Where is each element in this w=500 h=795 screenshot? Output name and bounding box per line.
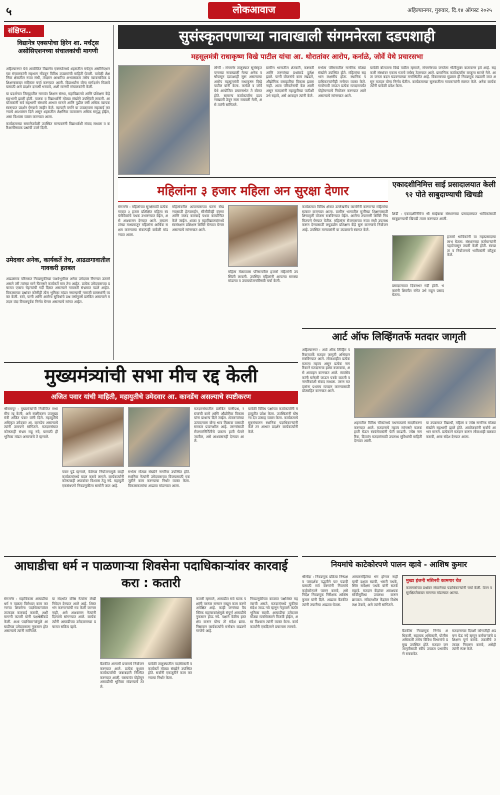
lead-bottom-rule bbox=[118, 177, 496, 178]
cm-body-3: सभेला मोठ्या संख्येने नागरिक उपस्थित होते. स्थानिक नेत्यांनी उमेदवाराच्या विजयासाठी एकजुटीने काम करण्याचा निर्धार व्यक्त केला. विकासकामांचा आढावा मांडण्यात आला. bbox=[128, 470, 190, 488]
shivsena-body-5: कतारी म्हणाले, आघाडीत सर्व घटक पक्षांनी परस्पर सन्मान राखून काम करणे अपेक्षित आहे. काही जणांच्या वैयक्तिक महत्त्वाकांक्षेमुळे संपूर्ण आघाडीचे नुकसान होऊ नये. पक्षाने वेळीच हस्तक्षेप करून योग्य तो संदेश द्यावा. निष्ठावान कार्यकर्त्यांचे मनोबल वाढवणे गरजेचे आहे. bbox=[196, 597, 246, 634]
safety-body-1: संगमनेर : महिलांच्या सुरक्षेसाठी प्रत्येक गावात ३ हजार प्रशिक्षित महिला स्वयंसेविकांचे पथक उभारण्यात येईल, असे आश्वासन देण्यात आले. बचतगटांच्या माध्यमातून महिलांना आर्थिक सक्षम करण्याचा संकल्पही यावेळी मांडण्यात आला. bbox=[118, 205, 168, 237]
safety-headline-band bbox=[118, 180, 388, 202]
rules-top-rule bbox=[302, 556, 496, 557]
rules-body-1: श्रीगोंदा : निवडणूक प्रक्रिया निष्पक्ष व पारदर्शक पद्धतीने पार पडावी यासाठी सर्व यंत्रणांनी नियमांचे काटेकोरपणे पालन करावे, असे निर्देश निवडणूक निरीक्षक आशिष कुमार यांनी दिले. आढावा बैठकीत त्यांनी तयारीचा आढावा घेतला. bbox=[302, 575, 348, 607]
ekadashi-photo bbox=[392, 235, 444, 281]
lead-headline: सुसंस्कृतपणाच्या नावाखाली संगमनेरला दडपशाही bbox=[179, 29, 435, 45]
cm-body-1: श्रीरामपूर : मुख्यमंत्र्यांची नियोजित सभा मीच रद्द केली, असे स्पष्टीकरण उपमुख्यमंत्री अजित पवार यांनी दिले. महायुतीचे अधिकृत उमेदवार आ. कानडेच असल्याचे त्यांनी ठामपणे सांगितले. मतदारसंघात कोणताही संभ्रम राहू नये, यासाठी ही भूमिका मांडत असल्याचे ते म्हणाले. bbox=[4, 407, 58, 439]
safety-body-3: महिला मेळाव्यास परिसरातील हजारो महिलांनी उपस्थिती लावली. उपस्थित महिलांनी आपल्या समस्या मांडल्या व उपाययोजनांविषयी चर्चा केली. bbox=[228, 270, 298, 284]
sidebar-item1-body: अहिल्यानगर येथे आयोजित विद्यानेत्र एक्सपोमध्ये शहरातील मर्चंट्स असोसिएशनच्या संचालकांनी सहभाग नोंदवून विविध उपक्रमांची माहिती घेतली. यावेळी शैक्षणिक क्षेत्रातील नव्या संधी, तंत्रज्ञान आधारित अभ्यासक्रम तसेच व्यावसायिक प्रशिक्षणाबाबत सविस्तर चर्चा करण्यात आली. विद्यार्थ्यांना योग्य मार्गदर्शन मिळावे यासाठी असे प्रदर्शन दरवर्षी भरवावे, अशी मागणी संचालकांनी केली. या प्रदर्शनात जिल्ह्यातील नामवंत शिक्षण संस्था, महाविद्यालये आणि प्रशिक्षण केंद्रे सहभागी झाली होती. पालक व विद्यार्थ्यांनी मोठ्या संख्येने उपस्थिती लावली. आयोजकांनी सर्व सहभागी संस्थांचे आभार मानले आणि पुढील वर्षी अधिक व्यापक स्वरूपात प्रदर्शन घेण्याचे जाहीर केले. व्यापारी वर्गाने या उपक्रमाला सहकार्य करण्याचे आश्वासन दिले असून शहरातील शैक्षणिक वातावरण अधिक समृद्ध होईल, असा विश्वास व्यक्त करण्यात आला. कार्यक्रमाच्या समारोपावेळी उपस्थित मान्यवरांनी विद्यार्थ्यांशी संवाद साधला व करिअरविषयक प्रश्नांची उत्तरे दिली. bbox=[6, 67, 110, 131]
cm-subheadline-band bbox=[4, 391, 298, 404]
cm-subheadline: अजित पवार यांची माहिती, महायुतीचे उमेदवार आ. कानडेंच असल्याचे स्पष्टीकरण bbox=[51, 393, 251, 401]
rules-box-body: कामगारांच्या प्रश्नांवर संघटनेच्या पदाधिकाऱ्यांनी चर्चा केली. वेतन व सुरक्षिततेबाबत मागण्या मांडण्यात आल्या. bbox=[406, 586, 492, 595]
cm-photo-1 bbox=[62, 407, 124, 467]
lead-body-2: ग्रामीण भागातील शेतकरी, कष्टकरी आणि तरुणांच्या प्रश्नांकडे दुर्लक्ष झाले. पाणी योजनांचे काम रखडले, औद्योगिक वसाहतीचा विकास झाला नाही. आता परिवर्तनाची वेळ आली असून मतदारांनी महायुतीच्या पाठीशी उभे राहावे, असे आवाहन त्यांनी केले. bbox=[266, 66, 314, 98]
shivsena-body-3: बैठकीत आगामी प्रचाराचे नियोजन करण्यात आले. प्रत्येक बूथवर कार्यकर्त्यांची जबाबदारी निश्चित करण्यात आली. घराघरांत पोहोचून आघाडीची भूमिका मांडण्याचे ठरले. bbox=[100, 662, 144, 689]
shivsena-headline: आघाडीचा धर्म न पाळणाऱ्या शिवसेना पदाधिकाऱ्यांवर कारवाई करा : कतारी bbox=[14, 559, 288, 590]
art-headline: आर्ट ऑफ लिव्हिंगतर्फे मतदार जागृती bbox=[332, 332, 466, 343]
lead-body-4: यावेळी बोलताना विखे पाटील म्हणाले, संगमनेरच्या जनतेला भीतीमुक्त वातावरण हवे आहे. सहकारी संस्थांवर एकाच गटाचे वर्चस्व ठेवण्यात आले. प्रामाणिक कार्यकर्त्यांना बाजूला सारले गेले. आता जनता बदल घडवण्याच्या मनःस्थितीत आहे. विकासाच्या मुद्यावर ही निवडणूक लढवली जात असून मतदार योग्य निर्णय घेतील. कार्यक्रमाच्या सुरुवातीला गावकऱ्यांनी स्वागत केले. अनेक कार्यकर्त्यांनी यावेळी प्रवेश केला. bbox=[370, 66, 496, 89]
shivsena-body-4: यावेळी तालुक्यातील पदाधिकारी व कार्यकर्ते मोठ्या संख्येने उपस्थित होते. सर्वांनी एकजुटीने काम करण्याचा निर्धार केला. bbox=[148, 662, 192, 680]
sidebar bbox=[4, 25, 114, 360]
lead-body-3: सभेला परिसरातील नागरिक मोठ्या संख्येने उपस्थित होते. महिलांचा सहभाग लक्षणीय होता. स्थानिक पदाधिकाऱ्यांनीही मनोगत व्यक्त केले. गावोगावी जाऊन प्रत्येक मतदारापर्यंत पोहोचण्याचे नियोजन करण्यात आले असल्याचे सांगण्यात आले. bbox=[318, 66, 366, 98]
sidebar-tag: संक्षिप्त.. bbox=[4, 25, 44, 37]
ekadashi-body-3: प्रसादालयात दिवसभर गर्दी होती. भक्तांनी शिस्तीत रांगेत उभे राहून प्रसाद घेतला. bbox=[392, 284, 444, 298]
cm-body-2: पवार पुढे म्हणाले, वेळेच्या नियोजनामुळे काही कार्यक्रमांमध्ये बदल करावे लागले. कार्यकर्त्यांनी कोणत्याही अफवांवर विश्वास ठेवू नये. महायुती एकसंधपणे निवडणुकीला सामोरी जात आहे. bbox=[62, 470, 124, 488]
masthead-title: लोकआवाज bbox=[232, 5, 276, 16]
lead-photo bbox=[118, 65, 210, 175]
lead-subheadline: महसूलमंत्री राधाकृष्ण विखे पाटील यांचा आ. थोरातांवर आरोप, कर्नाळे, जोर्वे येथे प्रचारसभा bbox=[191, 53, 423, 61]
shivsena-top-rule bbox=[4, 556, 298, 557]
cm-headline: मुख्यमंत्र्यांची सभा मीच रद्द केली bbox=[44, 366, 258, 387]
ekadashi-body-2: हजारो भाविकांनी या महाप्रसादाचा लाभ घेतला. संस्थानच्या कर्मचाऱ्यांनी पहाटेपासून तयारी केली होती. स्वच्छता व नियोजनाचे भाविकांनी कौतुक केले. bbox=[447, 235, 496, 258]
art-body-3: या उपक्रमात विद्यार्थी, महिला व ज्येष्ठ नागरिक मोठ्या संख्येने सहभागी झाले होते. आयोजकांनी सर्वांचे आभार मानले. प्रत्येकाने मतदान करून लोकशाही बळकट करावी, असा संदेश देण्यात आला. bbox=[426, 421, 496, 439]
cm-body-5: यावेळी विविध पक्षांच्या कार्यकर्त्यांनी महायुतीत प्रवेश केला. उपस्थितांनी घोषणा देत उत्साह व्यक्त केला. कार्यक्रमाचे सूत्रसंचालन स्थानिक पदाधिकाऱ्यांनी केले तर आभार प्रदर्शन कार्यकर्त्यांनी केले. bbox=[248, 407, 298, 434]
ekadashi-headline: एकादशीनिमित्त साई प्रसादालयात केली ९२ पोते साबुदाण्याची खिचडी bbox=[392, 180, 496, 199]
rules-body-3: बैठकीस निवडणूक निर्णय अधिकारी, सहायक अधिकारी, पोलीस अधिकारी तसेच विविध विभागांचे प्रमुख उपस्थित होते. मतदार जनजागृतीसाठी स्वीप उपक्रम प्रभावीपणे राबवावेत. bbox=[402, 629, 448, 656]
shivsena-body-2: या संदर्भात वरिष्ठ नेत्यांना लेखी निवेदन देण्यात आले आहे. शिस्तभंग करणाऱ्यांची गय केली जाणार नाही, असे आश्वासन नेत्यांनी दिल्याचे सांगण्यात आले. कार्यकर्त्यांनी आघाडीच्या उमेदवाराच्या प्रचारात सक्रिय व्हावे. bbox=[52, 597, 96, 629]
art-top-rule bbox=[302, 328, 496, 329]
rules-body-4: मतदानाच्या दिवशी कोणतीही अडचण येऊ नये म्हणून कर्मचाऱ्यांचे प्रशिक्षण पूर्ण करावे. तक्रारींचे तत्काळ निवारण करावे, असेही त्यांनी स्पष्ट केले. bbox=[452, 629, 496, 652]
sidebar-item2-title: उमेदवार अनेक, कार्यकर्ते तेच, आढळगावातील गावकरी हतबल bbox=[6, 257, 110, 272]
safety-body-2: महिलांवरील अत्याचाराच्या घटना रोखण्यासाठी हेल्पलाईन, सीसीटीव्ही यंत्रणा आणि जलद कारवाई पथक कार्यान्वित केले जाईल. शाळा व महाविद्यालयांमध्ये स्वसंरक्षण प्रशिक्षण शिबिरे घेण्यात येणार असल्याचे सांगण्यात आले. bbox=[172, 205, 224, 232]
rules-box-title: मुख्य इंजनी मशिनरी कामगार चेत bbox=[406, 579, 462, 584]
header-rule bbox=[4, 21, 496, 22]
safety-body-4: कार्यक्रमात विविध क्षेत्रात उल्लेखनीय कामगिरी करणाऱ्या महिलांचा सत्कार करण्यात आला. ग्रामीण भागातील मुलींच्या शिक्षणासाठी शिष्यवृत्ती योजना राबविण्यात येईल. आरोग्य तपासणी शिबिरे नियमितपणे घेण्यात येतील. महिलांना रोजगाराच्या नव्या संधी उपलब्ध करून देण्यासाठी लघुउद्योग प्रशिक्षण केंद्रे सुरू करण्याचे नियोजन आहे. उपस्थित मान्यवरांनी या उपक्रमाचे स्वागत केले. bbox=[302, 205, 388, 232]
safety-headline: महिलांना ३ हजार महिला अन सुरक्षा देणार bbox=[157, 183, 349, 198]
lead-headline-band bbox=[118, 25, 496, 49]
sidebar-item2-body: आढळगाव परिसरात निवडणुकीच्या पार्श्वभूमीवर अनेक उमेदवार रिंगणात उतरले असले तरी त्यांच्या मागे फिरणारे कार्यकर्ते मात्र तेच आहेत. प्रत्येक उमेदवाराच्या प्रचारात एकाच चेहऱ्यांची गर्दी दिसत असल्याने गावकरी संभ्रमात पडले आहेत. विकासाच्या प्रश्नांवर कोणीही ठोस भूमिका मांडत नसल्याची नाराजी ग्रामस्थांनी व्यक्त केली. रस्ते, पाणी आणि आरोग्य सुविधांचे प्रश्न वर्षानुवर्षे प्रलंबित असल्याने मतदार यंदा विचारपूर्वक निर्णय घेणार असल्याचे सांगत आहेत. bbox=[6, 277, 110, 304]
page-header bbox=[0, 0, 500, 22]
art-photo bbox=[354, 348, 496, 418]
ekadashi-body-1: शिर्डी : एकादशीनिमित्त श्री साईबाबा संस्थानच्या प्रसादालयात भाविकांसाठी साबुदाण्याची खिचडी तयार करण्यात आली. bbox=[392, 212, 496, 221]
safety-photo bbox=[228, 205, 298, 267]
cm-photo-2 bbox=[128, 407, 190, 467]
lead-body-1: लोणी : संगमनेर तालुक्यात सुसंस्कृतपणाच्या नावाखाली गेल्या अनेक वर्षांपासून दडपशाही सुरू असल्याचा आरोप महसूलमंत्री राधाकृष्ण विखे पाटील यांनी केला. कर्नाळे व जोर्वे येथे आयोजित प्रचारसभेत ते बोलत होते. सामान्य कार्यकर्त्यांना दडपणाखाली ठेवून सत्ता राबवली गेली, असे त्यांनी सांगितले. bbox=[214, 66, 262, 107]
art-body-2: शहरातील विविध चौकांमध्ये पथनाट्याचे सादरीकरण करण्यात आले. मतदानाचे महत्त्व सांगणारे फलक हाती घेऊन स्वयंसेवकांनी फेरी काढली. ज्येष्ठ नागरिक, दिव्यांग मतदारांसाठी उपलब्ध सुविधांची माहिती देण्यात आली. bbox=[354, 421, 422, 444]
rules-body-2: आचारसंहितेचा भंग होणार नाही याची दक्षता घ्यावी. भरारी पथके, स्थिर सर्वेक्षण पथके यांनी सतर्क राहावे. मतदान केंद्रांवर आवश्यक सोयीसुविधा उपलब्ध करून द्याव्यात. संवेदनशील केंद्रांवर विशेष लक्ष ठेवावे, असे त्यांनी सांगितले. bbox=[352, 575, 398, 607]
cm-top-rule bbox=[4, 362, 298, 363]
date-line: अहिल्यानगर, गुरुवार, दि.१४ ऑगस्ट २०२५ bbox=[407, 8, 492, 14]
rules-box bbox=[402, 575, 496, 625]
shivsena-body-1: संगमनेर : महाविकास आघाडीचा धर्म न पाळता विरोधात काम करणाऱ्या शिवसेना पदाधिकाऱ्यांवर तात्काळ कारवाई करावी, अशी मागणी कतारी यांनी पक्षश्रेष्ठींकडे केली. अशा पदाधिकाऱ्यांमुळे आघाडीच्या उमेदवाराला नुकसान होत असल्याचे त्यांनी सांगितले. bbox=[4, 597, 48, 634]
cm-body-4: मतदारसंघातील प्रलंबित पाणीप्रश्न, रस्त्यांची कामे आणि औद्योगिक विकास यांना प्राधान्य दिले जाईल. शेतकऱ्यांच्या उत्पादनाला योग्य भाव मिळावा यासाठी सरकार प्रयत्नशील आहे. तरुणांसाठी रोजगारनिर्मितीचे प्रकल्प हाती घेतले जातील, असे आश्वासनही देण्यात आले. bbox=[194, 407, 244, 444]
masthead bbox=[208, 2, 300, 19]
shivsena-body-6: निवडणुकीच्या काळात पक्षशिस्त महत्त्वाची असते. मतदारांमध्ये चुकीचा संदेश जाऊ नये म्हणून नेतृत्वाने कठोर भूमिका घ्यावी. आघाडीचा उमेदवार मोठ्या मताधिक्याने विजयी होईल, असा विश्वास त्यांनी व्यक्त केला. कार्यकर्त्यांनी एकदिलाने प्रचाराला लागावे. bbox=[250, 597, 298, 629]
art-body-1: अहिल्यानगर : आर्ट ऑफ लिव्हिंग परिवारातर्फे मतदार जागृती अभियान राबविण्यात आले. लोकशाहीत प्रत्येक मताला महत्त्व असून प्रत्येक नागरिकाने मतदानाचा हक्क बजावावा, असे आवाहन करण्यात आले. स्वयंसेवकांनी घरोघरी जाऊन पत्रके वाटली व नागरिकांशी संवाद साधला. तरुण मतदारांना प्रथमच मतदान करण्यासाठी प्रोत्साहित करण्यात आले. bbox=[302, 348, 350, 394]
rules-headline: नियमांचे काटेकोरपणे पालन व्हावे - आशिष कुमार bbox=[330, 560, 468, 569]
sidebar-item1-title: विद्यानेत्र एक्सपोचा हिरेन शा. मर्चंट्स असोसिएशनच्या संचालकांची मागणी bbox=[17, 40, 99, 55]
shivsena-photo bbox=[100, 597, 192, 659]
page-number: ५ bbox=[6, 5, 12, 18]
